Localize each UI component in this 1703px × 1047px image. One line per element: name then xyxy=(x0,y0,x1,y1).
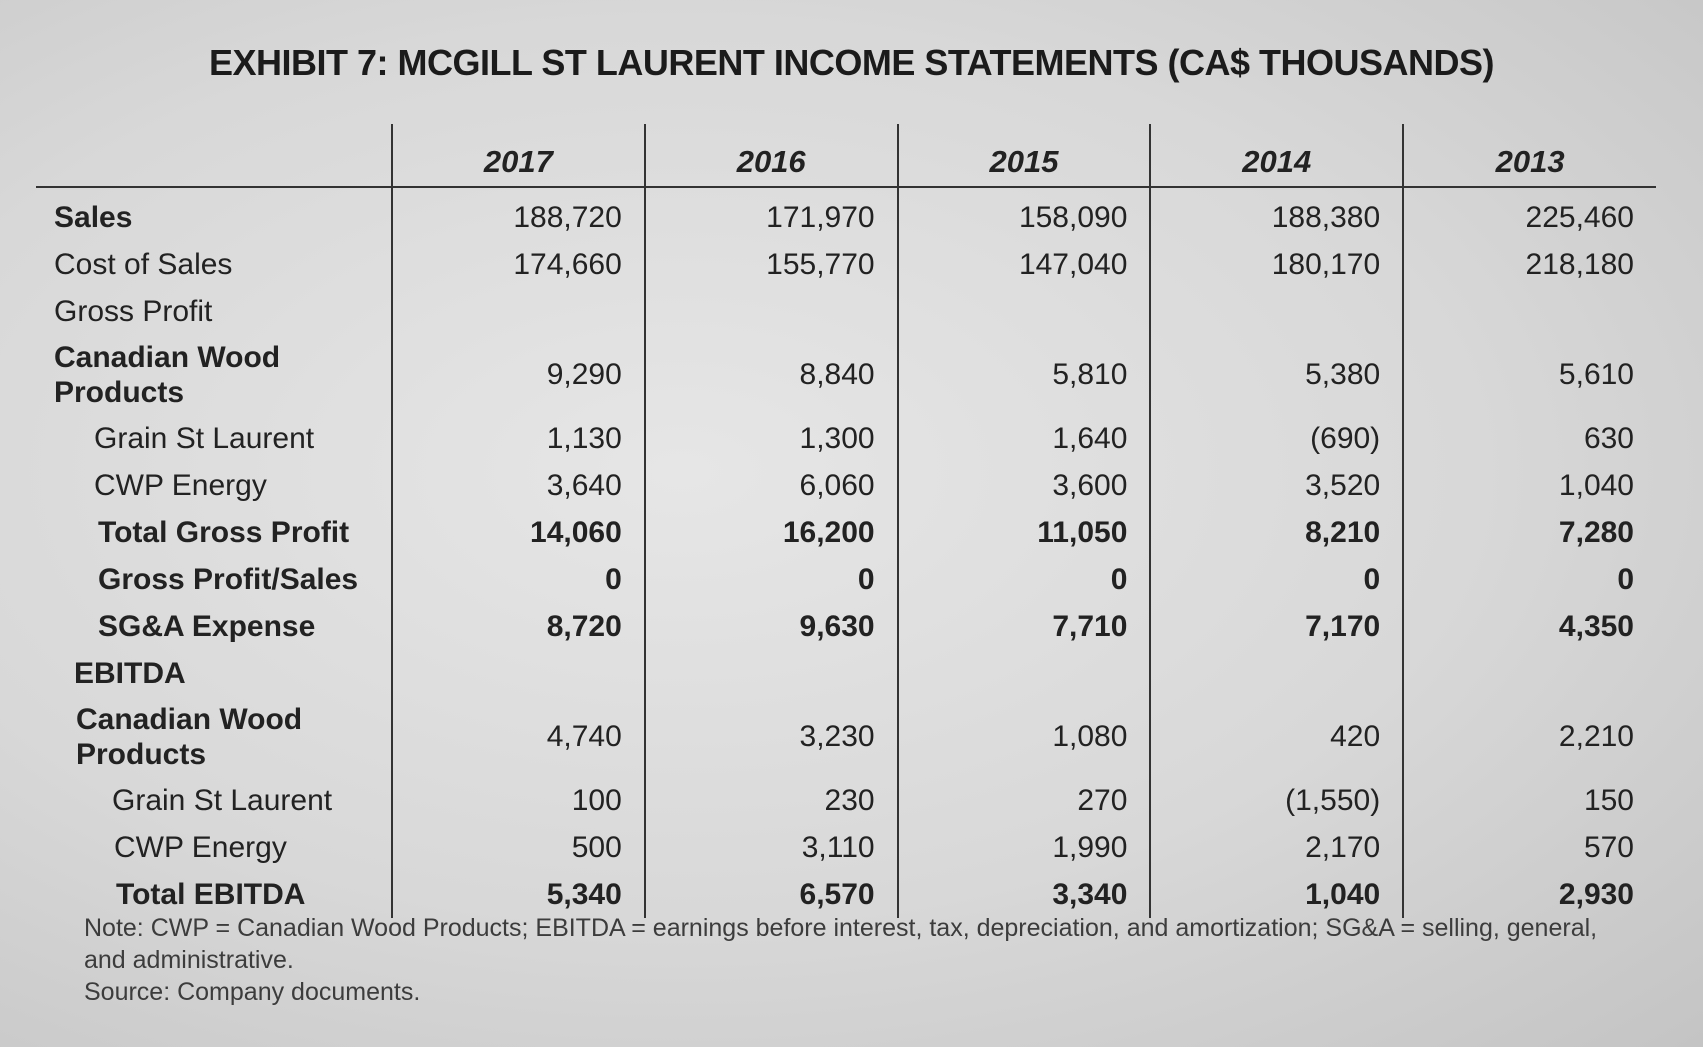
cell-empty xyxy=(645,650,898,697)
row-label: Grain St Laurent xyxy=(112,783,333,817)
cell-value: 500 xyxy=(392,824,645,871)
cell-value: 180,170 xyxy=(1150,241,1403,288)
cell-value: 420 xyxy=(1150,697,1403,777)
cell-value: 3,340 xyxy=(898,871,1151,918)
cell-value: 1,130 xyxy=(392,415,645,462)
cell-value: 1,300 xyxy=(645,415,898,462)
cell-value: (1,550) xyxy=(1150,777,1403,824)
cell-value: 1,040 xyxy=(1150,871,1403,918)
row-sales xyxy=(36,187,1656,241)
cell-value: 4,740 xyxy=(392,697,645,777)
cell-value: 11,050 xyxy=(898,509,1151,556)
cell-value: 570 xyxy=(1403,824,1656,871)
row-label: SG&A Expense xyxy=(98,609,316,643)
cell-value: 7,710 xyxy=(898,603,1151,650)
income-statement-table xyxy=(36,124,1656,918)
cell-empty xyxy=(645,288,898,335)
row-ebitda-header xyxy=(36,650,1656,697)
cell-value: 218,180 xyxy=(1403,241,1656,288)
cell-value: 1,080 xyxy=(898,697,1151,777)
section-label: Gross Profit xyxy=(54,294,213,328)
cell-empty xyxy=(1403,288,1656,335)
source-text: Source: Company documents. xyxy=(84,978,421,1006)
header-blank xyxy=(36,124,392,187)
row-label: Grain St Laurent xyxy=(94,421,315,455)
row-label: CWP Energy xyxy=(114,830,287,864)
cell-value: 0 xyxy=(1403,556,1656,603)
cell-empty xyxy=(1150,650,1403,697)
cell-value: 5,610 xyxy=(1403,335,1656,415)
cell-value: (690) xyxy=(1150,415,1403,462)
row-gross-profit-header xyxy=(36,288,1656,335)
cell-empty xyxy=(898,650,1151,697)
cell-value: 6,570 xyxy=(645,871,898,918)
header-row xyxy=(36,124,1656,187)
row-label: Sales xyxy=(54,200,133,234)
cell-empty xyxy=(392,650,645,697)
cell-value: 2,930 xyxy=(1403,871,1656,918)
year-header-2013: 2013 xyxy=(1403,124,1656,187)
cell-value: 174,660 xyxy=(392,241,645,288)
cell-empty xyxy=(1150,288,1403,335)
row-label: Gross Profit/Sales xyxy=(98,562,359,596)
row-total-gross-profit xyxy=(36,509,1656,556)
cell-value: 9,630 xyxy=(645,603,898,650)
cell-value: 147,040 xyxy=(898,241,1151,288)
cell-value: 150 xyxy=(1403,777,1656,824)
cell-value: 7,170 xyxy=(1150,603,1403,650)
row-cost-of-sales xyxy=(36,241,1656,288)
cell-value: 171,970 xyxy=(645,187,898,241)
cell-value: 0 xyxy=(645,556,898,603)
exhibit-title: EXHIBIT 7: MCGILL ST LAURENT INCOME STATEMENTS (CA$ THOUSANDS) xyxy=(208,42,1494,83)
year-header-2016: 2016 xyxy=(645,124,898,187)
cell-value: 3,600 xyxy=(898,462,1151,509)
cell-value: 630 xyxy=(1403,415,1656,462)
cell-value: 5,340 xyxy=(392,871,645,918)
cell-empty xyxy=(1403,650,1656,697)
cell-value: 8,210 xyxy=(1150,509,1403,556)
cell-value: 2,210 xyxy=(1403,697,1656,777)
cell-value: 270 xyxy=(898,777,1151,824)
cell-value: 2,170 xyxy=(1150,824,1403,871)
row-gross-profit-sales xyxy=(36,556,1656,603)
row-label: Total Gross Profit xyxy=(98,515,350,549)
cell-value: 8,840 xyxy=(645,335,898,415)
cell-value: 3,110 xyxy=(645,824,898,871)
row-ebitda-grain-st-laurent xyxy=(36,777,1656,824)
footnote xyxy=(84,912,1644,1008)
row-label: CWP Energy xyxy=(94,468,267,502)
cell-value: 8,720 xyxy=(392,603,645,650)
row-ebitda-canadian-wood-products xyxy=(36,697,1656,777)
section-label: EBITDA xyxy=(74,656,186,690)
row-gp-grain-st-laurent xyxy=(36,415,1656,462)
cell-value: 5,380 xyxy=(1150,335,1403,415)
row-gp-canadian-wood-products xyxy=(36,335,1656,415)
year-header-2015: 2015 xyxy=(898,124,1151,187)
cell-empty xyxy=(898,288,1151,335)
cell-value: 1,990 xyxy=(898,824,1151,871)
cell-value: 188,380 xyxy=(1150,187,1403,241)
cell-value: 188,720 xyxy=(392,187,645,241)
cell-value: 3,640 xyxy=(392,462,645,509)
cell-empty xyxy=(392,288,645,335)
cell-value: 3,520 xyxy=(1150,462,1403,509)
cell-value: 3,230 xyxy=(645,697,898,777)
row-label: Cost of Sales xyxy=(54,247,233,281)
cell-value: 158,090 xyxy=(898,187,1151,241)
note-text: Note: CWP = Canadian Wood Products; EBITDA = earnings before interest, tax, depreciation, and amortization; SG&A = selling, general, and administrative. xyxy=(84,914,1598,974)
row-ebitda-cwp-energy xyxy=(36,824,1656,871)
cell-value: 16,200 xyxy=(645,509,898,556)
year-header-2017: 2017 xyxy=(392,124,645,187)
cell-value: 0 xyxy=(1150,556,1403,603)
cell-value: 6,060 xyxy=(645,462,898,509)
year-header-2014: 2014 xyxy=(1150,124,1403,187)
row-label: Canadian Wood Products xyxy=(76,703,303,771)
cell-value: 230 xyxy=(645,777,898,824)
cell-value: 100 xyxy=(392,777,645,824)
cell-value: 7,280 xyxy=(1403,509,1656,556)
cell-value: 0 xyxy=(898,556,1151,603)
row-label: Total EBITDA xyxy=(116,877,306,911)
row-sga-expense xyxy=(36,603,1656,650)
cell-value: 1,640 xyxy=(898,415,1151,462)
row-gp-cwp-energy xyxy=(36,462,1656,509)
row-total-ebitda xyxy=(36,871,1656,918)
cell-value: 155,770 xyxy=(645,241,898,288)
cell-value: 225,460 xyxy=(1403,187,1656,241)
cell-value: 0 xyxy=(392,556,645,603)
cell-value: 14,060 xyxy=(392,509,645,556)
cell-value: 9,290 xyxy=(392,335,645,415)
cell-value: 4,350 xyxy=(1403,603,1656,650)
cell-value: 1,040 xyxy=(1403,462,1656,509)
row-label: Canadian Wood Products xyxy=(54,341,281,409)
cell-value: 5,810 xyxy=(898,335,1151,415)
